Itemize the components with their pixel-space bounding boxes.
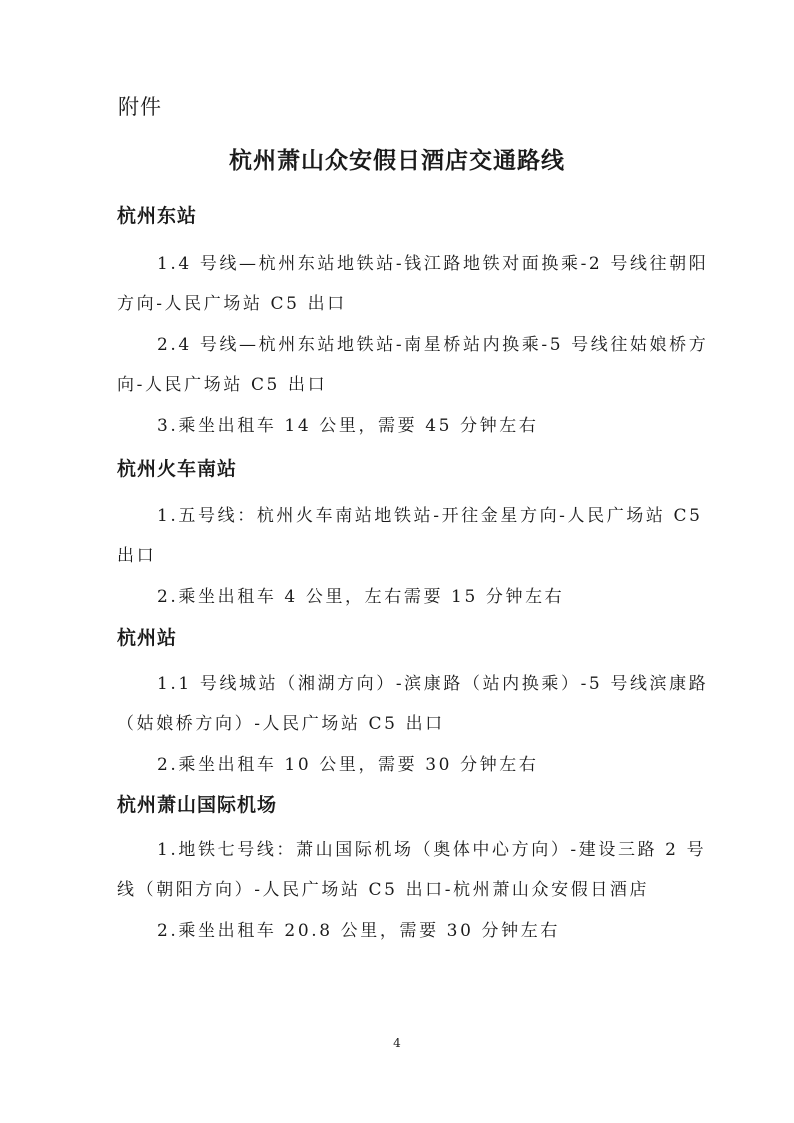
section-heading-hangzhou-station: 杭州站 [117, 627, 178, 649]
section-heading-hangzhou-south: 杭州火车南站 [117, 458, 238, 480]
attachment-label: 附件 [118, 95, 162, 119]
route-item: 2.乘坐出租车 20.8 公里，需要 30 分钟左右 [157, 921, 560, 941]
document-title: 杭州萧山众安假日酒店交通路线 [229, 148, 565, 174]
route-item: 1.五号线：杭州火车南站地铁站-开往金星方向-人民广场站 C5 出口 [117, 506, 703, 566]
route-item: 2.4 号线—杭州东站地铁站-南星桥站内换乘-5 号线往姑娘桥方向-人民广场站 C5 出口 [117, 335, 709, 395]
route-item: 1.4 号线—杭州东站地铁站-钱江路地铁对面换乘-2 号线往朝阳方向-人民广场站 C5 出口 [117, 254, 709, 314]
page-number: 4 [393, 1036, 401, 1050]
route-item: 3.乘坐出租车 14 公里，需要 45 分钟左右 [157, 416, 539, 436]
section-heading-hangzhou-east: 杭州东站 [117, 205, 198, 227]
route-item: 1.地铁七号线：萧山国际机场（奥体中心方向）-建设三路 2 号线（朝阳方向）-人民广场站 C5 出口-杭州萧山众安假日酒店 [117, 840, 707, 900]
route-item: 2.乘坐出租车 10 公里，需要 30 分钟左右 [157, 755, 539, 775]
route-item: 1.1 号线城站（湘湖方向）-滨康路（站内换乘）-5 号线滨康路（姑娘桥方向）-人民广场站 C5 出口 [117, 674, 709, 734]
route-item: 2.乘坐出租车 4 公里，左右需要 15 分钟左右 [157, 587, 565, 607]
section-heading-xiaoshan-airport: 杭州萧山国际机场 [117, 794, 278, 816]
